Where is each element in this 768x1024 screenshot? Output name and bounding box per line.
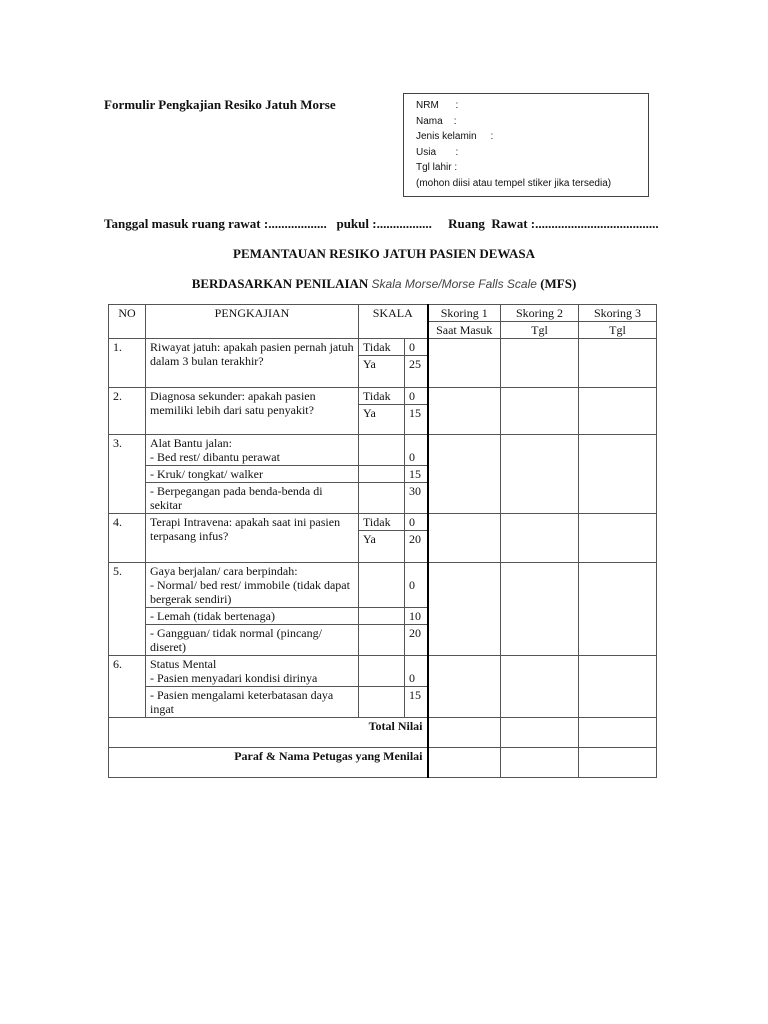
option-label: Tidak	[359, 514, 405, 531]
skoring1-cell[interactable]	[428, 656, 501, 718]
patient-id-box	[403, 93, 649, 197]
sub-option-value: 20	[405, 625, 428, 656]
skoring3-cell[interactable]	[579, 339, 657, 388]
id-box-note: (mohon diisi atau tempel stiker jika tersedia)	[416, 177, 612, 189]
option-label: Ya	[359, 405, 405, 435]
option-label: Tidak	[359, 339, 405, 356]
skoring1-cell[interactable]	[428, 514, 501, 563]
item-heading: Gaya berjalan/ cara berpindah:	[150, 564, 298, 578]
table-row	[109, 435, 657, 466]
sub-option-value: 0	[409, 450, 415, 464]
nama-field[interactable]: Nama :	[416, 115, 457, 127]
sub-option-text: - Bed rest/ dibantu perawat	[150, 450, 280, 464]
option-label: Ya	[359, 356, 405, 388]
skoring1-cell[interactable]	[428, 388, 501, 435]
skoring3-cell[interactable]	[579, 388, 657, 435]
option-label	[359, 608, 405, 625]
option-label	[359, 687, 405, 718]
item-text	[146, 656, 359, 687]
sub-option-text: - Pasien menyadari kondisi dirinya	[150, 671, 318, 685]
form-title: Formulir Pengkajian Resiko Jatuh Morse	[104, 97, 336, 112]
skoring3-subheader: Tgl	[579, 322, 657, 339]
option-label	[359, 656, 405, 687]
skoring3-cell[interactable]	[579, 514, 657, 563]
total-skoring1-cell[interactable]	[428, 718, 501, 748]
option-value: 0	[405, 514, 428, 531]
item-text: Diagnosa sekunder: apakah pasien memiliki lebih dari satu penyakit?	[146, 388, 359, 435]
sub-option-text: - Berpegangan pada benda-benda di sekitar	[146, 483, 359, 514]
table-row	[109, 339, 657, 356]
skoring2-cell[interactable]	[501, 388, 579, 435]
skoring2-cell[interactable]	[501, 435, 579, 514]
skoring3-cell[interactable]	[579, 563, 657, 656]
table-row	[109, 656, 657, 687]
option-value: 25	[405, 356, 428, 388]
sub-option-value: 15	[405, 687, 428, 718]
option-value	[405, 435, 428, 466]
total-skoring3-cell[interactable]	[579, 718, 657, 748]
item-heading: Alat Bantu jalan:	[150, 436, 232, 450]
col-skoring1-header: Skoring 1	[428, 305, 501, 322]
table-row	[109, 514, 657, 531]
item-no: 4.	[109, 514, 146, 563]
main-title: PEMANTAUAN RESIKO JATUH PASIEN DEWASA	[233, 246, 535, 261]
item-no: 1.	[109, 339, 146, 388]
option-label	[359, 563, 405, 608]
skoring2-cell[interactable]	[501, 656, 579, 718]
option-label	[359, 466, 405, 483]
paraf-skoring3-cell[interactable]	[579, 748, 657, 778]
option-label: Ya	[359, 531, 405, 563]
header-row	[109, 305, 657, 322]
option-value: 0	[405, 388, 428, 405]
sub-option-value: 0	[409, 671, 415, 685]
item-text: Riwayat jatuh: apakah pasien pernah jatuh dalam 3 bulan terakhir?	[146, 339, 359, 388]
item-text: Terapi Intravena: apakah saat ini pasien terpasang infus?	[146, 514, 359, 563]
nrm-field[interactable]: NRM :	[416, 100, 459, 111]
sub-option-value: 15	[405, 466, 428, 483]
col-skala-header: SKALA	[359, 305, 428, 339]
skoring2-subheader: Tgl	[501, 322, 579, 339]
table-row	[109, 388, 657, 405]
tgl-lahir-field[interactable]: Tgl lahir :	[416, 162, 458, 173]
total-row	[109, 718, 657, 748]
skoring2-cell[interactable]	[501, 563, 579, 656]
skoring3-cell[interactable]	[579, 435, 657, 514]
sub-option-text: - Pasien mengalami keterbatasan daya ingat	[146, 687, 359, 718]
sub-title-italic: Skala Morse/Morse Falls Scale	[371, 277, 537, 291]
option-label: Tidak	[359, 388, 405, 405]
sub-option-text: - Gangguan/ tidak normal (pincang/ diseret)	[146, 625, 359, 656]
admission-line: Tanggal masuk ruang rawat :.................. pukul :................. Ruang Rawat :......................................	[104, 216, 659, 231]
option-label	[359, 435, 405, 466]
option-label	[359, 625, 405, 656]
option-value: 0	[405, 339, 428, 356]
sub-title-suffix: (MFS)	[536, 276, 577, 291]
option-value	[405, 563, 428, 608]
sub-title	[0, 276, 768, 292]
col-skoring2-header: Skoring 2	[501, 305, 579, 322]
paraf-row	[109, 748, 657, 778]
paraf-skoring1-cell[interactable]	[428, 748, 501, 778]
item-no: 5.	[109, 563, 146, 656]
table-row	[109, 563, 657, 608]
total-nilai-label: Total Nilai	[109, 718, 428, 748]
item-no: 3.	[109, 435, 146, 514]
item-heading: Status Mental	[150, 657, 217, 671]
skoring1-cell[interactable]	[428, 563, 501, 656]
col-no-header: NO	[109, 305, 146, 339]
sub-option-value: 10	[405, 608, 428, 625]
sub-title-prefix: BERDASARKAN PENILAIAN	[191, 276, 372, 291]
col-pengkajian-header: PENGKAJIAN	[146, 305, 359, 339]
total-skoring2-cell[interactable]	[501, 718, 579, 748]
sub-option-text: - Lemah (tidak bertenaga)	[146, 608, 359, 625]
col-skoring3-header: Skoring 3	[579, 305, 657, 322]
morse-fall-scale-table	[108, 304, 657, 778]
skoring2-cell[interactable]	[501, 514, 579, 563]
skoring2-cell[interactable]	[501, 339, 579, 388]
option-label	[359, 483, 405, 514]
jenis-kelamin-field[interactable]: Jenis kelamin :	[416, 131, 494, 142]
skoring3-cell[interactable]	[579, 656, 657, 718]
item-text	[146, 435, 359, 466]
sub-option-text: - Kruk/ tongkat/ walker	[146, 466, 359, 483]
sub-option-value: 30	[405, 483, 428, 514]
usia-field[interactable]: Usia :	[416, 146, 459, 158]
skoring1-cell[interactable]	[428, 435, 501, 514]
option-value: 15	[405, 405, 428, 435]
option-value	[405, 656, 428, 687]
skoring1-subheader: Saat Masuk	[428, 322, 501, 339]
item-text	[146, 563, 359, 608]
sub-option-text: - Normal/ bed rest/ immobile (tidak dapat bergerak sendiri)	[150, 578, 350, 606]
sub-option-value: 0	[409, 578, 415, 592]
item-no: 6.	[109, 656, 146, 718]
paraf-label: Paraf & Nama Petugas yang Menilai	[109, 748, 428, 778]
item-no: 2.	[109, 388, 146, 435]
skoring1-cell[interactable]	[428, 339, 501, 388]
option-value: 20	[405, 531, 428, 563]
paraf-skoring2-cell[interactable]	[501, 748, 579, 778]
